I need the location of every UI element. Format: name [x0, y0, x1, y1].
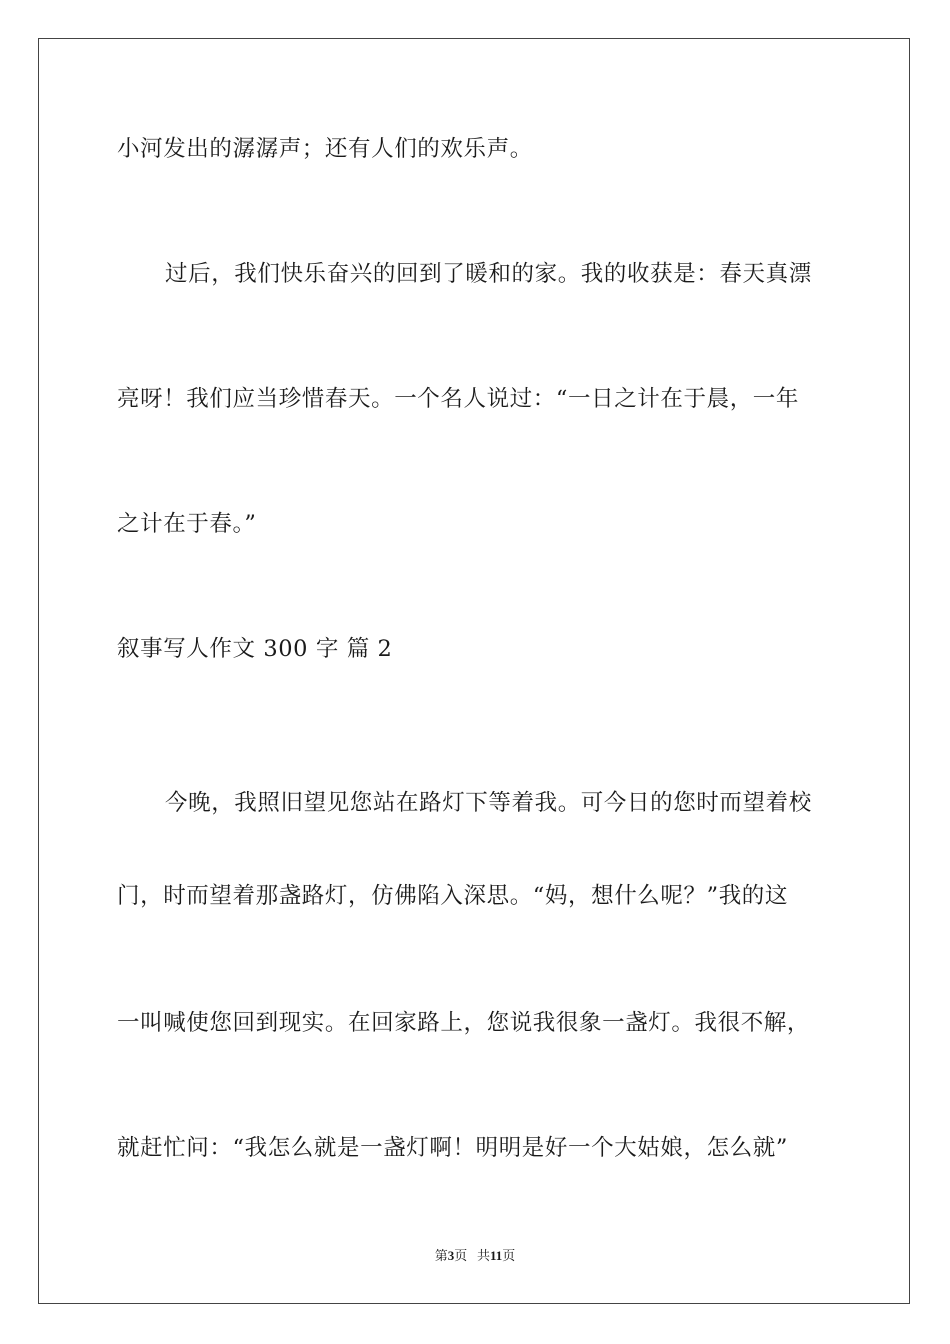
text-line-7: 门，时而望着那盏路灯，仿佛陷入深思。“妈，想什么呢？”我的这	[117, 883, 789, 909]
page-number: 3	[447, 1248, 455, 1263]
page-prefix: 第	[434, 1248, 448, 1263]
page-frame	[38, 38, 910, 1304]
text-line-4: 之计在于春。”	[117, 511, 257, 537]
paragraph-line-2: 过后，我们快乐奋兴的回到了暖和的家。我的收获是：春天真漂	[165, 261, 812, 287]
total-prefix: 共	[476, 1248, 490, 1263]
text-line-3: 亮呀！我们应当珍惜春天。一个名人说过：“一日之计在于晨，一年	[117, 386, 800, 412]
text-line-9: 就赶忙问：“我怎么就是一盏灯啊！明明是好一个大姑娘，怎么就”	[117, 1135, 789, 1161]
text-line-1: 小河发出的潺潺声；还有人们的欢乐声。	[117, 136, 533, 162]
paragraph-line-6: 今晚，我照旧望见您站在路灯下等着我。可今日的您时而望着校	[165, 790, 812, 816]
page-footer	[0, 1247, 950, 1265]
text-line-8: 一叫喊使您回到现实。在回家路上，您说我很象一盏灯。我很不解，	[117, 1010, 811, 1036]
section-heading: 叙事写人作文 300 字 篇 2	[117, 636, 393, 662]
total-pages: 11	[489, 1248, 503, 1263]
total-suffix: 页	[502, 1248, 516, 1263]
page-suffix: 页	[454, 1248, 468, 1263]
